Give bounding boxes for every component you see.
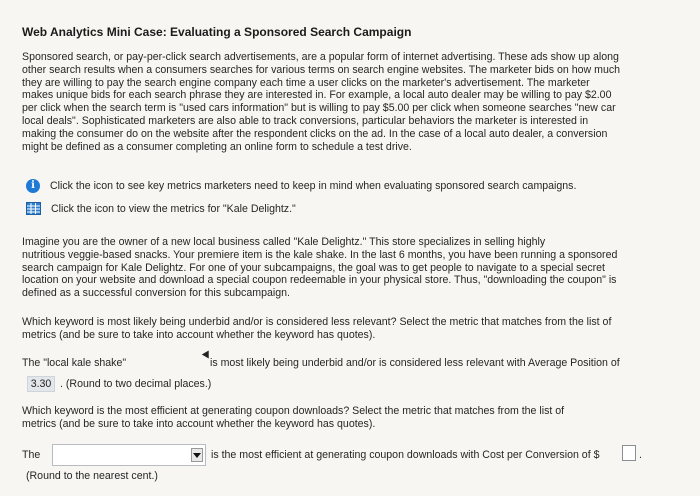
chevron-down-icon[interactable]	[191, 448, 203, 462]
table-grid-icon[interactable]	[26, 202, 41, 215]
question2-lead: The	[22, 449, 41, 461]
page-title: Web Analytics Mini Case: Evaluating a Sponsored Search Campaign	[22, 25, 412, 39]
question1-prompt: Which keyword is most likely being underbid and/or is considered less relevant? Select the metric that matches from the list of metrics (and be sure to take into account whether the keyword has quotes).	[22, 316, 612, 341]
info-icon[interactable]: i	[26, 179, 40, 193]
question1-note: . (Round to two decimal places.)	[60, 378, 212, 390]
metrics-info-link[interactable]	[26, 179, 576, 193]
question1-lead: The "local kale shake"	[22, 357, 127, 369]
question2-note: (Round to the nearest cent.)	[26, 470, 158, 482]
question2-prompt: Which keyword is the most efficient at generating coupon downloads? Select the metric that matches from the list of metrics (and be sure to take into account whether the keyword has quotes).	[22, 405, 565, 430]
keyword-select-2[interactable]	[52, 444, 206, 466]
average-position-answer[interactable]: 3.30	[27, 376, 55, 392]
question2-period: .	[639, 449, 642, 461]
metrics-table-link[interactable]	[26, 202, 296, 215]
scenario-paragraph: Imagine you are the owner of a new local business called "Kale Delightz." This store specializes in selling highly nutritious veggie-based snacks. Your premiere item is the kale shake. In the last 6 months, you have been running a sponsored search campaign for Kale Delightz. For one of your subcampaigns, the goal was to get people to navigate to a special secret location on your website and download a special coupon redeemable in your physical store. Thus, "downloading the coupon" is defined as a successful conversion for this subcampaign.	[22, 236, 618, 300]
metrics-info-text[interactable]: Click the icon to see key metrics marketers need to keep in mind when evaluating sponsored search campaigns.	[50, 180, 577, 192]
cost-per-conversion-input[interactable]	[622, 445, 636, 461]
question2-rest: is the most efficient at generating coupon downloads with Cost per Conversion of $	[211, 449, 600, 461]
metrics-table-text[interactable]: Click the icon to view the metrics for "Kale Delightz."	[51, 202, 296, 215]
question1-rest: is most likely being underbid and/or is considered less relevant with Average Position of	[210, 357, 620, 369]
intro-paragraph: Sponsored search, or pay-per-click search advertisements, are a popular form of internet advertising. These ads show up along other search results when a consumers searches for various terms on search engine websites. The marketer bids on how much they are willing to pay the search engine company each time a user clicks on the marketer's advertisement. The marketer makes unique bids for each search phrase they are interested in. For example, a local auto dealer may be willing to pay $2.00 per click when the search term is "used cars information" but is willing to pay $5.00 per click when someone searches "new car local deals". Sophisticated marketers are also able to track conversions, particular behaviors the marketer is interested in making the consumer do on the website after the respondent clicks on the ad. In the case of a local auto dealer, a conversion might be defined as a consumer completing an online form to schedule a test drive.	[22, 51, 621, 153]
